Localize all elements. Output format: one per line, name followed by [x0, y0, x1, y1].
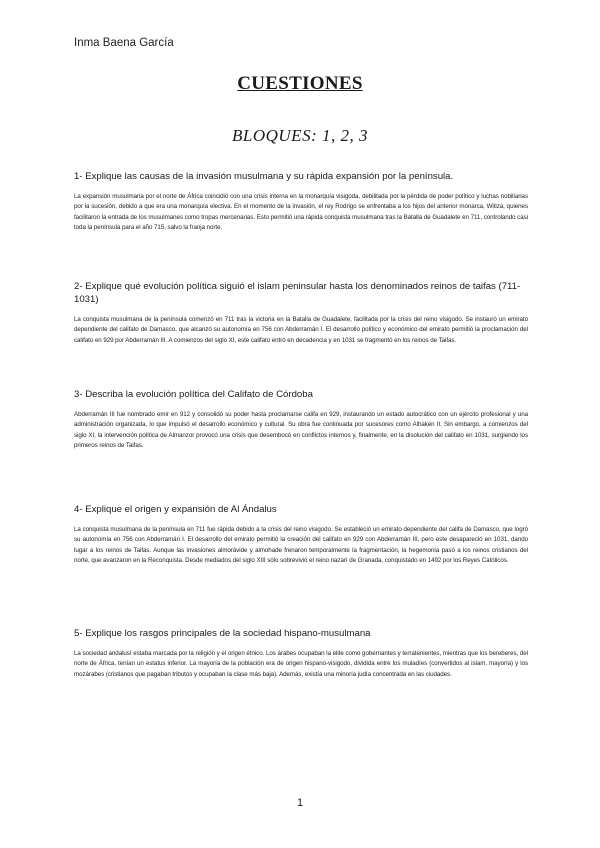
question-answer: La conquista musulmana de la península comenzó en 711 tras la victoria en la Batalla de Guadalete, facilitada por la crisis del reino visigodo. Se instauró un emirato dependiente del califato de Damasco, que alcanzó su autonomía en 756 con Abderramán I. El desarrollo político y económico del emirato permitió la proclamación del califato en 929 por Abderramán III. A comienzos del siglo XI, este califato entró en decadencia y en 1031 se fragmentó en los reinos de Taifas. [74, 316, 528, 344]
question-answer: La conquista musulmana de la península en 711 fue rápida debido a la crisis del reino visigodo. Se estableció un emirato dependiente del califa de Damasco, que logró su autonomía en 756 con Abderramán I. El desarrollo del emirato permitió la creación del califato en 929 con Abderramán III, pero este desapareció en 1031, dando lugar a los reinos de Taifas. Aunque las invasiones almorávide y almohade frenaron temporalmente la fragmentación, la hegemonía pasó a los reinos cristianos del norte, que avanzaron en la Reconquista. Desde mediados del siglo XIII sólo sobrevivió el reino nazarí de Granada, conquistado en 1492 por los Reyes Católicos. [74, 526, 528, 565]
question-block [74, 503, 528, 567]
question-heading: 1- Explique las causas de la invasión musulmana y su rápida expansión por la península. [74, 171, 454, 182]
question-heading: 3- Describa la evolución política del Califato de Córdoba [74, 389, 313, 400]
question-block [74, 627, 528, 680]
page-subtitle: BLOQUES: 1, 2, 3 [232, 126, 368, 145]
author-name: Inma Baena García [74, 37, 174, 49]
question-block [74, 170, 528, 234]
page-number: 1 [296, 797, 304, 809]
question-heading: 4- Explique el origen y expansión de Al Ándalus [74, 504, 277, 515]
question-heading: 5- Explique los rasgos principales de la sociedad hispano-musulmana [74, 628, 371, 639]
question-block [74, 280, 528, 346]
question-answer: Abderramán III fue nombrado emir en 912 y consolidó su poder hasta proclamarse califa en 929, instaurando un estado autocrático con un ejército profesional y una administración organizada, lo que impulsó el desarrollo económico y cultural. Su obra fue continuada por sucesores como Alhakén II. Sin embargo, a comienzos del siglo XI, la intervención política de Almanzor provocó una crisis que desembocó en conflictos internos y, finalmente, en la disolución del califato en 1031, surgiendo los primeros reinos de Taifas. [74, 411, 528, 450]
page-title: CUESTIONES [237, 73, 363, 94]
question-heading: 2- Explique qué evolución política siguió el islam peninsular hasta los denominados reinos de taifas (711- 1031) [74, 281, 521, 305]
question-answer: La expansión musulmana por el norte de África coincidió con una crisis interna en la monarquía visigoda, debilitada por la pérdida de poder político y luchas nobiliarias por la sucesión, debido a que era una monarquía electiva. En el momento de la invasión, el rey Rodrigo se enfrentaba a los hijos del anterior monarca, Witiza, quienes facilitaron la entrada de los musulmanes como tropas mercenarias. Esto permitió una rápida conquista musulmana tras la Batalla de Guadalete en 711, controlando casi toda la península para el año 715, salvo la franja norte. [74, 193, 528, 232]
question-block [74, 388, 528, 452]
question-answer: La sociedad andalusí estaba marcada por la religión y el origen étnico. Los árabes ocupaban la élite como gobernantes y terratenientes, mientras que los bereberes, del norte de África, tenían un estatus inferior. La mayoría de la población era de origen hispano-visigodo, dividida entre los muladíes (convertidos al islam, mayoría) y los mozárabes (cristianos que pagaban tributos y ocupaban la clase más baja). Además, existía una minoría judía concentrada en las ciudades. [74, 650, 528, 678]
